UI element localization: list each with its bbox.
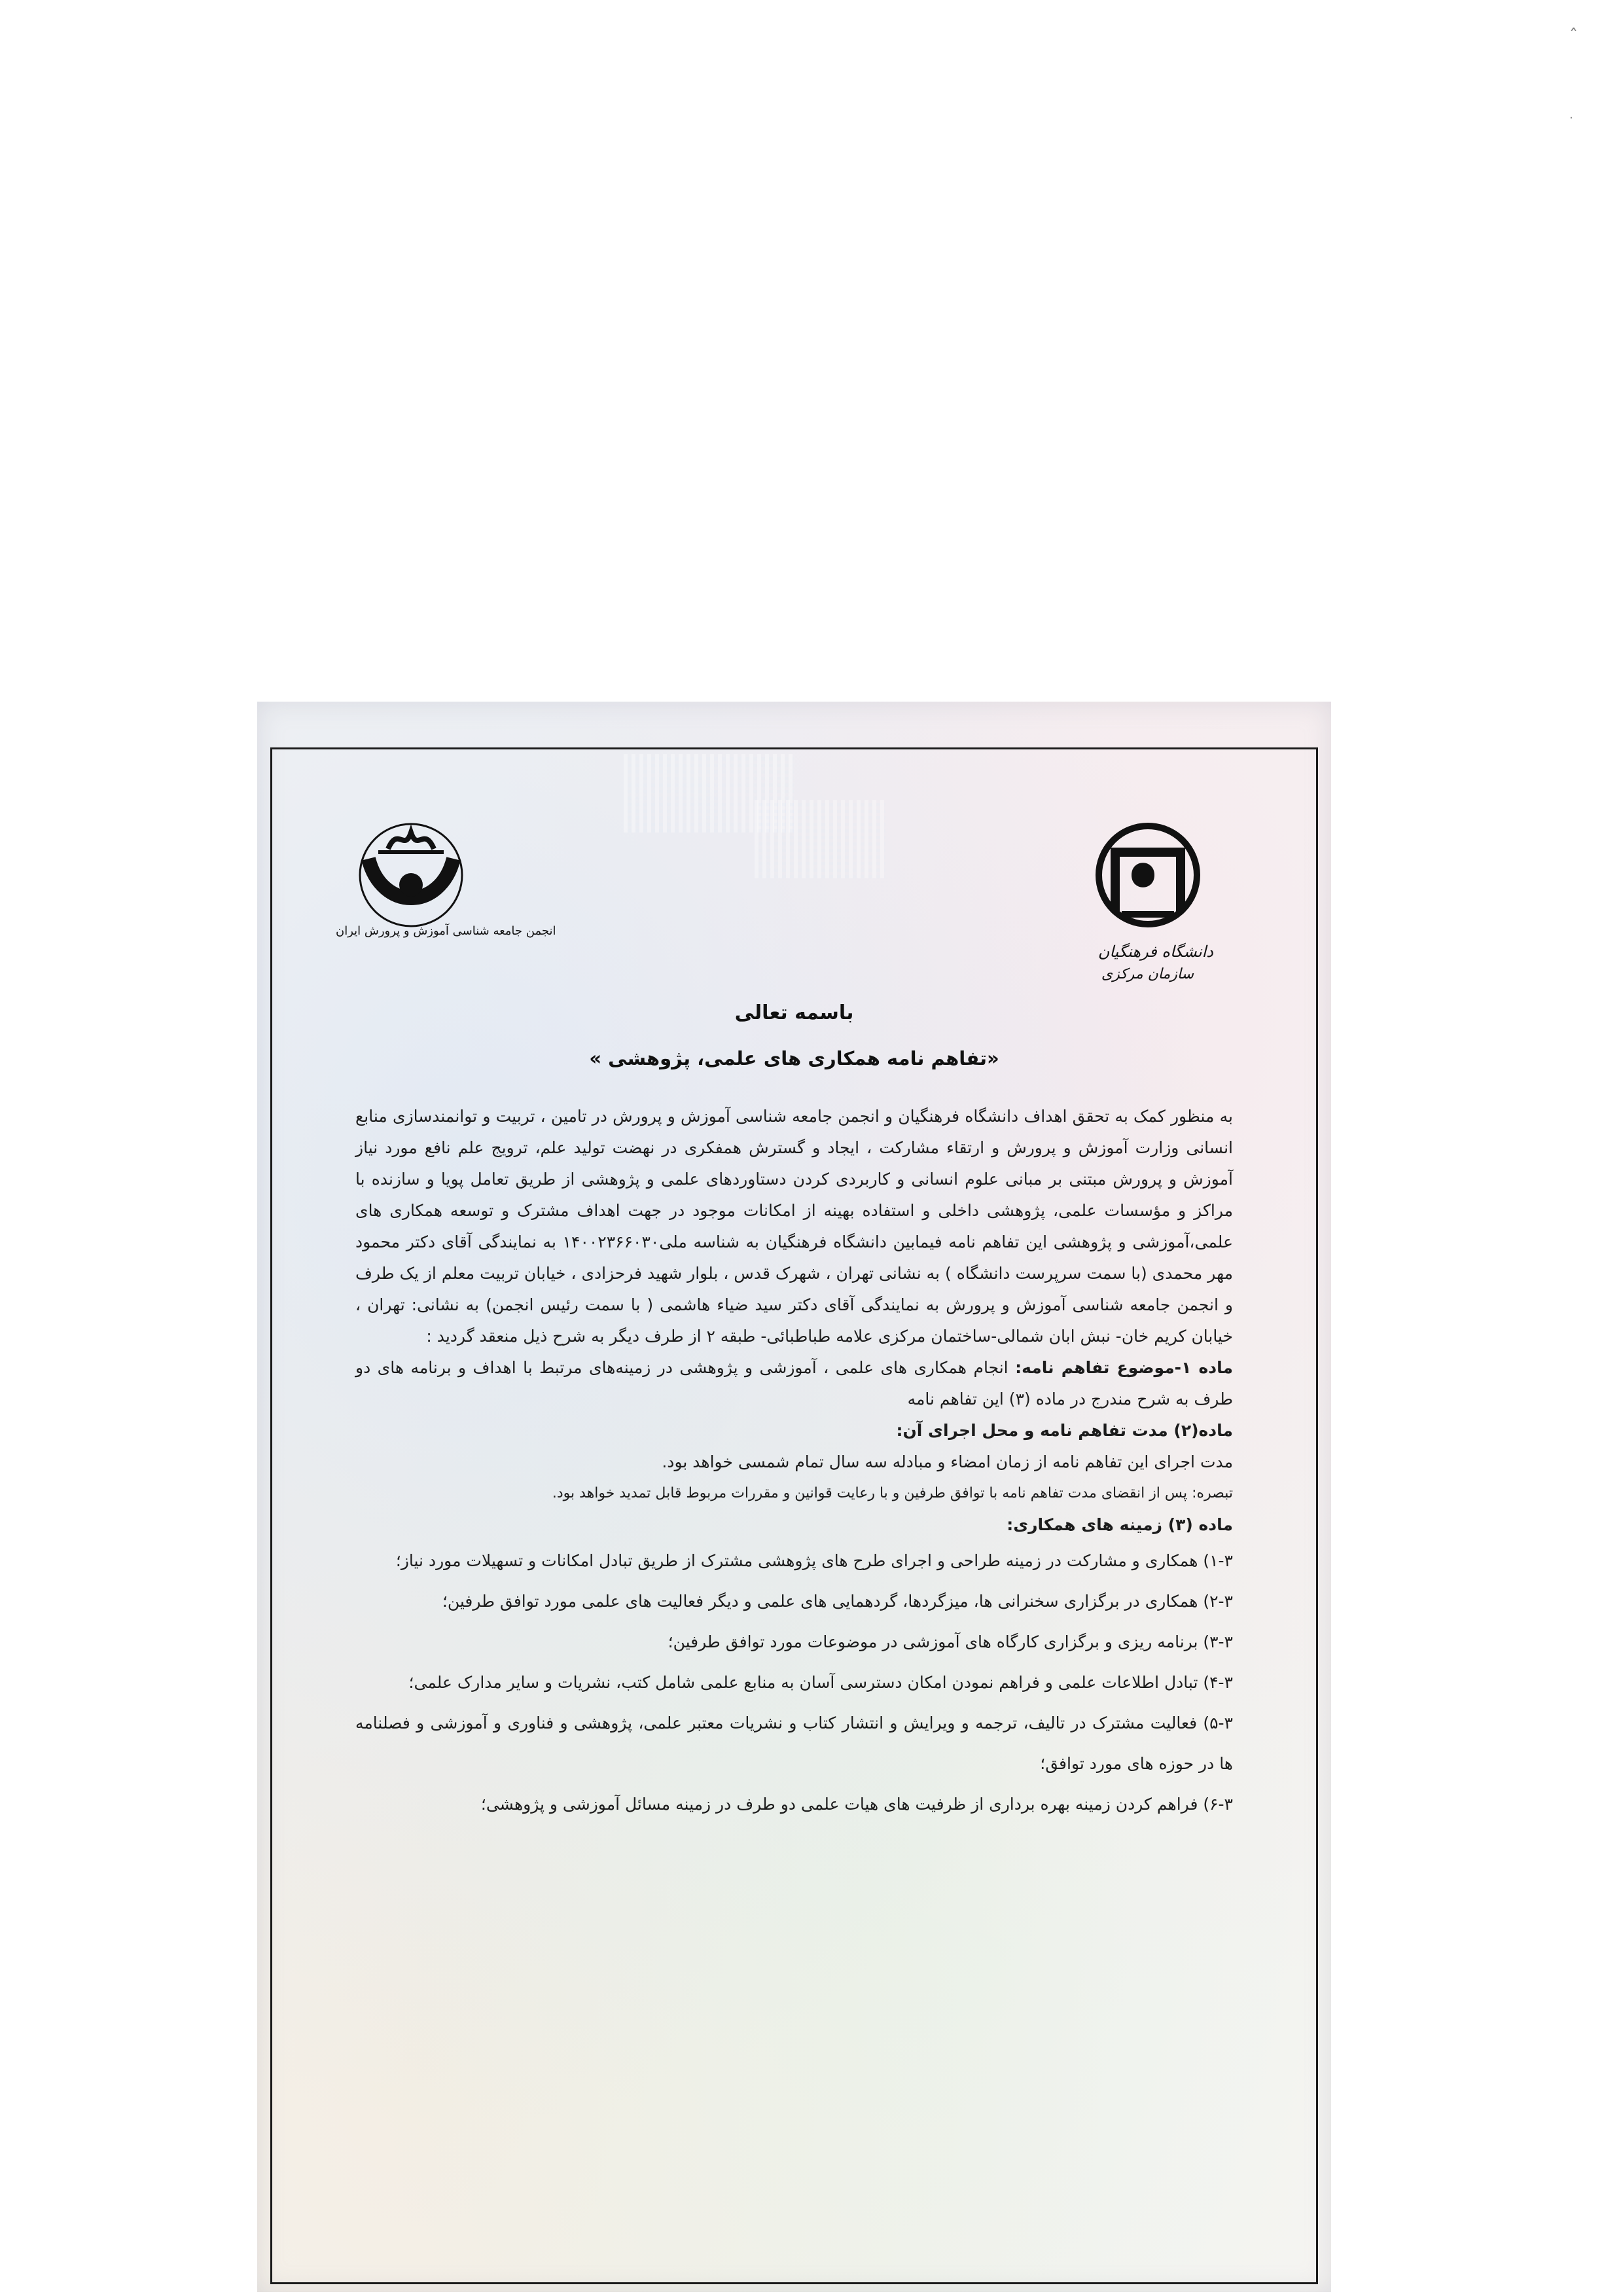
university-branch: سازمان مرکزی: [1101, 966, 1194, 982]
list-item: ۱-۳) همکاری و مشارکت در زمینه طراحی و اجرای طرح های پژوهشی مشترک از طریق تبادل امکانات و تسهیلات مورد نیاز؛: [395, 1551, 1233, 1570]
list-item: ۵-۳) فعالیت مشترک در تالیف، ترجمه و ویرایش و انتشار کتاب و نشریات معتبر علمی، پژوهشی و فناوری و آموزشی و فصلنامه ها در حوزه های مورد توافق؛: [355, 1713, 1233, 1773]
list-item: ۳-۳) برنامه ریزی و برگزاری کارگاه های آموزشی در موضوعات مورد توافق طرفین؛: [668, 1632, 1233, 1651]
article-2-text: مدت اجرای این تفاهم نامه از زمان امضاء و مبادله سه سال تمام شمسی خواهد بود.: [662, 1452, 1233, 1471]
list-item: ۲-۳) همکاری در برگزاری سخنرانی ها، میزگردها، گردهمایی های علمی و دیگر فعالیت های علمی مورد توافق طرفین؛: [442, 1592, 1233, 1611]
article-1: [355, 1352, 1233, 1415]
university-logo: [1076, 813, 1220, 944]
article-1-text: انجام همکاری های علمی ، آموزشی و پژوهشی در زمینه‌های مرتبط با اهداف و برنامه های دو طرف به شرح مندرج در ماده (۳) این تفاهم نامه: [355, 1358, 1233, 1408]
scan-mark: ˆ: [1569, 26, 1578, 46]
article-1-label: ماده ۱-موضوع تفاهم نامه:: [1015, 1358, 1233, 1377]
scan-noise: [755, 800, 885, 878]
document-title: «تفاهم نامه همکاری های علمی، پژوهشی »: [589, 1047, 999, 1069]
article-2-label: ماده(۲) مدت تفاهم نامه و محل اجرای آن:: [896, 1421, 1233, 1440]
university-name: دانشگاه فرهنگیان: [1097, 942, 1213, 961]
association-logo-text: انجمن جامعه شناسی آموزش و پرورش ایران: [336, 924, 556, 938]
document-body: [355, 1101, 1233, 1825]
list-item: ۶-۳) فراهم کردن زمینه بهره برداری از ظرفیت های هیات علمی دو طرف در زمینه مسائل آموزشی و پژوهشی؛: [480, 1795, 1233, 1814]
article-3-label: ماده (۳) زمینه های همکاری:: [1007, 1515, 1233, 1534]
invocation: باسمه تعالی: [734, 1001, 854, 1024]
scanned-document: [257, 702, 1331, 2292]
preamble: به منظور کمک به تحقق اهداف دانشگاه فرهنگیان و انجمن جامعه شناسی آموزش و پرورش در تامین ، تربیت و توانمندسازی منابع انسانی وزارت آموزش و پرورش و ارتقاء مشارکت ، ایجاد و گسترش همفکری در نهضت تولید علم، ترویج علم نافع مورد نیاز آموزش و پرورش مبتنی بر مبانی علوم انسانی و کاربردی کردن دستاوردهای علمی و پژوهشی از طریق تعامل پویا و سازنده با مراکز و مؤسسات علمی، پژوهشی داخلی و استفاده بهینه از امکانات موجود در جهت اهداف مشترک و توسعه همکاری های علمی،آموزشی و پژوهشی این تفاهم نامه فیمابین دانشگاه فرهنگیان به شناسه ملی۱۴۰۰۲۳۶۶۰۳۰ به نمایندگی آقای دکتر محمود مهر محمدی (با سمت سرپرست دانشگاه ) به نشانی تهران ، شهرک قدس ، بلوار شهید فرحزادی ، خیابان تربیت معلم از یک طرف و انجمن جامعه شناسی آموزش و پرورش به نمایندگی آقای دکتر سید ضیاء هاشمی ( با سمت رئیس انجمن) به نشانی: تهران ، خیابان کریم خان- نبش ابان شمالی-ساختمان مرکزی علامه طباطبائی- طبقه ۲ از طرف دیگر به شرح ذیل منعقد گردید :: [355, 1107, 1233, 1346]
article-2-note: تبصره: پس از انقضای مدت تفاهم نامه با توافق طرفین و با رعایت قوانین و مقررات مربوط قابل تمدید خواهد بود.: [552, 1485, 1233, 1501]
list-item: ۴-۳) تبادل اطلاعات علمی و فراهم نمودن امکان دسترسی آسان به منابع علمی شامل کتب، نشریات و سایر مدارک علمی؛: [408, 1673, 1233, 1692]
scan-mark: ·: [1569, 111, 1573, 125]
